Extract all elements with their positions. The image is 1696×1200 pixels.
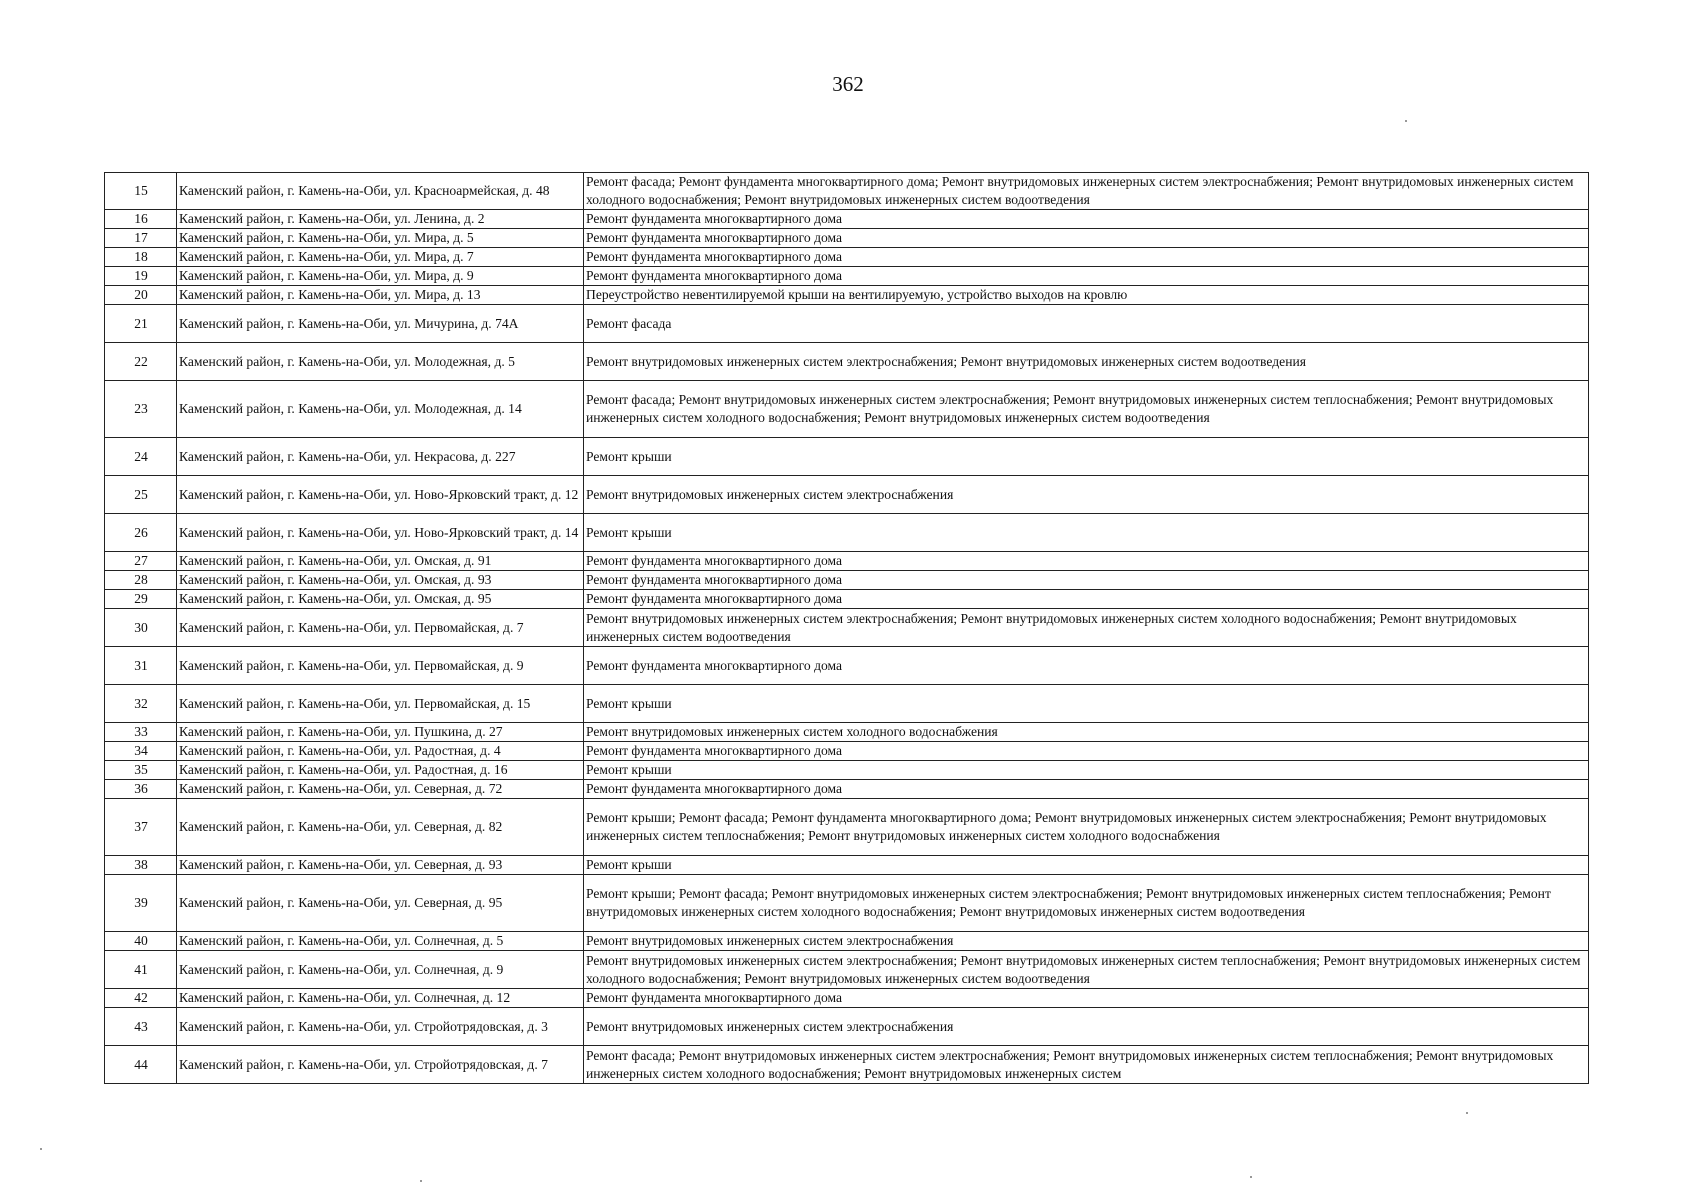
- table-row: [105, 1008, 1589, 1046]
- row-number-cell: 22: [105, 343, 177, 381]
- scan-speck: [40, 1148, 42, 1150]
- table-row: [105, 780, 1589, 799]
- repair-works-cell: Ремонт фасада; Ремонт внутридомовых инженерных систем электроснабжения; Ремонт внутридомовых инженерных систем теплоснабжения; Ремонт внутридомовых инженерных систем холодного водоснабжения; Ремонт внутридомовых инженерных систем водоотведения: [584, 381, 1589, 438]
- row-number-cell: 29: [105, 590, 177, 609]
- address-cell: Каменский район, г. Камень-на-Оби, ул. Некрасова, д. 227: [177, 438, 584, 476]
- address-cell: Каменский район, г. Камень-на-Оби, ул. Мира, д. 5: [177, 229, 584, 248]
- row-number-cell: 26: [105, 514, 177, 552]
- table-row: [105, 286, 1589, 305]
- repair-works-cell: Ремонт крыши; Ремонт фасада; Ремонт внутридомовых инженерных систем электроснабжения; Ремонт внутридомовых инженерных систем теплоснабжения; Ремонт внутридомовых инженерных систем холодного водоснабжения; Ремонт внутридомовых инженерных систем водоотведения: [584, 875, 1589, 932]
- repair-works-table: [104, 172, 1589, 1084]
- row-number-cell: 37: [105, 799, 177, 856]
- row-number-cell: 15: [105, 173, 177, 210]
- table-row: [105, 305, 1589, 343]
- row-number-cell: 18: [105, 248, 177, 267]
- row-number-cell: 42: [105, 989, 177, 1008]
- repair-works-cell: Ремонт внутридомовых инженерных систем электроснабжения: [584, 932, 1589, 951]
- address-cell: Каменский район, г. Камень-на-Оби, ул. Молодежная, д. 5: [177, 343, 584, 381]
- scan-speck: [1405, 120, 1407, 122]
- address-cell: Каменский район, г. Камень-на-Оби, ул. Омская, д. 91: [177, 552, 584, 571]
- address-cell: Каменский район, г. Камень-на-Оби, ул. Первомайская, д. 7: [177, 609, 584, 647]
- table-row: [105, 229, 1589, 248]
- table-body: [105, 173, 1589, 1084]
- row-number-cell: 38: [105, 856, 177, 875]
- address-cell: Каменский район, г. Камень-на-Оби, ул. Молодежная, д. 14: [177, 381, 584, 438]
- row-number-cell: 31: [105, 647, 177, 685]
- scan-speck: [1250, 1176, 1252, 1178]
- row-number-cell: 41: [105, 951, 177, 989]
- table-row: [105, 343, 1589, 381]
- address-cell: Каменский район, г. Камень-на-Оби, ул. Северная, д. 95: [177, 875, 584, 932]
- repair-works-cell: Ремонт крыши; Ремонт фасада; Ремонт фундамента многоквартирного дома; Ремонт внутридомовых инженерных систем электроснабжения; Ремонт внутридомовых инженерных систем теплоснабжения; Ремонт внутридомовых инженерных систем холодного водоснабжения: [584, 799, 1589, 856]
- table-row: [105, 1046, 1589, 1084]
- table-row: [105, 989, 1589, 1008]
- table-row: [105, 438, 1589, 476]
- address-cell: Каменский район, г. Камень-на-Оби, ул. Ново-Ярковский тракт, д. 14: [177, 514, 584, 552]
- address-cell: Каменский район, г. Камень-на-Оби, ул. Северная, д. 72: [177, 780, 584, 799]
- repair-works-cell: Ремонт внутридомовых инженерных систем электроснабжения; Ремонт внутридомовых инженерных систем холодного водоснабжения; Ремонт внутридомовых инженерных систем водоотведения: [584, 609, 1589, 647]
- table-row: [105, 381, 1589, 438]
- address-cell: Каменский район, г. Камень-на-Оби, ул. Северная, д. 93: [177, 856, 584, 875]
- address-cell: Каменский район, г. Камень-на-Оби, ул. Омская, д. 95: [177, 590, 584, 609]
- row-number-cell: 32: [105, 685, 177, 723]
- row-number-cell: 36: [105, 780, 177, 799]
- row-number-cell: 33: [105, 723, 177, 742]
- row-number-cell: 24: [105, 438, 177, 476]
- table-row: [105, 647, 1589, 685]
- row-number-cell: 28: [105, 571, 177, 590]
- table-row: [105, 742, 1589, 761]
- repair-works-cell: Ремонт фасада: [584, 305, 1589, 343]
- row-number-cell: 19: [105, 267, 177, 286]
- repair-works-cell: Ремонт фасада; Ремонт фундамента многоквартирного дома; Ремонт внутридомовых инженерных систем электроснабжения; Ремонт внутридомовых инженерных систем холодного водоснабжения; Ремонт внутридомовых инженерных систем водоотведения: [584, 173, 1589, 210]
- repair-works-cell: Ремонт фундамента многоквартирного дома: [584, 571, 1589, 590]
- repair-works-cell: Ремонт внутридомовых инженерных систем электроснабжения: [584, 1008, 1589, 1046]
- repair-works-cell: Ремонт фундамента многоквартирного дома: [584, 590, 1589, 609]
- address-cell: Каменский район, г. Камень-на-Оби, ул. Солнечная, д. 9: [177, 951, 584, 989]
- row-number-cell: 39: [105, 875, 177, 932]
- scan-speck: [1466, 1112, 1468, 1114]
- table-row: [105, 799, 1589, 856]
- row-number-cell: 40: [105, 932, 177, 951]
- row-number-cell: 27: [105, 552, 177, 571]
- table-row: [105, 248, 1589, 267]
- table-row: [105, 552, 1589, 571]
- table-row: [105, 173, 1589, 210]
- repair-works-cell: Переустройство невентилируемой крыши на вентилируемую, устройство выходов на кровлю: [584, 286, 1589, 305]
- repair-works-cell: Ремонт фундамента многоквартирного дома: [584, 552, 1589, 571]
- row-number-cell: 25: [105, 476, 177, 514]
- address-cell: Каменский район, г. Камень-на-Оби, ул. Ленина, д. 2: [177, 210, 584, 229]
- repair-works-cell: Ремонт фундамента многоквартирного дома: [584, 229, 1589, 248]
- row-number-cell: 34: [105, 742, 177, 761]
- table-row: [105, 951, 1589, 989]
- table-row: [105, 267, 1589, 286]
- table-row: [105, 210, 1589, 229]
- address-cell: Каменский район, г. Камень-на-Оби, ул. Стройотрядовская, д. 7: [177, 1046, 584, 1084]
- address-cell: Каменский район, г. Камень-на-Оби, ул. Солнечная, д. 12: [177, 989, 584, 1008]
- address-cell: Каменский район, г. Камень-на-Оби, ул. Пушкина, д. 27: [177, 723, 584, 742]
- table-row: [105, 856, 1589, 875]
- table-row: [105, 571, 1589, 590]
- scan-speck: [420, 1180, 422, 1182]
- repair-works-cell: Ремонт фундамента многоквартирного дома: [584, 210, 1589, 229]
- repair-works-cell: Ремонт фундамента многоквартирного дома: [584, 989, 1589, 1008]
- repair-works-cell: Ремонт фундамента многоквартирного дома: [584, 248, 1589, 267]
- address-cell: Каменский район, г. Камень-на-Оби, ул. Первомайская, д. 9: [177, 647, 584, 685]
- row-number-cell: 20: [105, 286, 177, 305]
- repair-works-cell: Ремонт фундамента многоквартирного дома: [584, 780, 1589, 799]
- table-row: [105, 590, 1589, 609]
- repair-works-cell: Ремонт крыши: [584, 685, 1589, 723]
- row-number-cell: 16: [105, 210, 177, 229]
- address-cell: Каменский район, г. Камень-на-Оби, ул. Стройотрядовская, д. 3: [177, 1008, 584, 1046]
- row-number-cell: 23: [105, 381, 177, 438]
- address-cell: Каменский район, г. Камень-на-Оби, ул. Мира, д. 13: [177, 286, 584, 305]
- row-number-cell: 43: [105, 1008, 177, 1046]
- row-number-cell: 17: [105, 229, 177, 248]
- repair-works-cell: Ремонт внутридомовых инженерных систем электроснабжения; Ремонт внутридомовых инженерных систем водоотведения: [584, 343, 1589, 381]
- row-number-cell: 44: [105, 1046, 177, 1084]
- row-number-cell: 30: [105, 609, 177, 647]
- address-cell: Каменский район, г. Камень-на-Оби, ул. Ново-Ярковский тракт, д. 12: [177, 476, 584, 514]
- address-cell: Каменский район, г. Камень-на-Оби, ул. Северная, д. 82: [177, 799, 584, 856]
- repair-works-cell: Ремонт внутридомовых инженерных систем электроснабжения: [584, 476, 1589, 514]
- repair-works-cell: Ремонт крыши: [584, 438, 1589, 476]
- table-row: [105, 685, 1589, 723]
- repair-works-cell: Ремонт фасада; Ремонт внутридомовых инженерных систем электроснабжения; Ремонт внутридомовых инженерных систем теплоснабжения; Ремонт внутридомовых инженерных систем холодного водоснабжения; Ремонт внутридомовых инженерных систем: [584, 1046, 1589, 1084]
- table-row: [105, 723, 1589, 742]
- repair-works-cell: Ремонт фундамента многоквартирного дома: [584, 742, 1589, 761]
- repair-works-cell: Ремонт фундамента многоквартирного дома: [584, 267, 1589, 286]
- address-cell: Каменский район, г. Камень-на-Оби, ул. Радостная, д. 4: [177, 742, 584, 761]
- row-number-cell: 35: [105, 761, 177, 780]
- address-cell: Каменский район, г. Камень-на-Оби, ул. Мичурина, д. 74А: [177, 305, 584, 343]
- address-cell: Каменский район, г. Камень-на-Оби, ул. Солнечная, д. 5: [177, 932, 584, 951]
- repair-works-cell: Ремонт внутридомовых инженерных систем электроснабжения; Ремонт внутридомовых инженерных систем теплоснабжения; Ремонт внутридомовых инженерных систем холодного водоснабжения; Ремонт внутридомовых инженерных систем водоотведения: [584, 951, 1589, 989]
- table-row: [105, 875, 1589, 932]
- address-cell: Каменский район, г. Камень-на-Оби, ул. Мира, д. 7: [177, 248, 584, 267]
- table-row: [105, 476, 1589, 514]
- table-row: [105, 932, 1589, 951]
- table-row: [105, 514, 1589, 552]
- table-row: [105, 609, 1589, 647]
- address-cell: Каменский район, г. Камень-на-Оби, ул. Омская, д. 93: [177, 571, 584, 590]
- page-number: 362: [832, 72, 864, 96]
- repair-works-cell: Ремонт крыши: [584, 856, 1589, 875]
- row-number-cell: 21: [105, 305, 177, 343]
- address-cell: Каменский район, г. Камень-на-Оби, ул. Первомайская, д. 15: [177, 685, 584, 723]
- address-cell: Каменский район, г. Камень-на-Оби, ул. Красноармейская, д. 48: [177, 173, 584, 210]
- table-row: [105, 761, 1589, 780]
- address-cell: Каменский район, г. Камень-на-Оби, ул. Радостная, д. 16: [177, 761, 584, 780]
- repair-works-cell: Ремонт крыши: [584, 761, 1589, 780]
- repair-works-table-container: [104, 172, 1588, 1084]
- repair-works-cell: Ремонт внутридомовых инженерных систем холодного водоснабжения: [584, 723, 1589, 742]
- repair-works-cell: Ремонт крыши: [584, 514, 1589, 552]
- address-cell: Каменский район, г. Камень-на-Оби, ул. Мира, д. 9: [177, 267, 584, 286]
- repair-works-cell: Ремонт фундамента многоквартирного дома: [584, 647, 1589, 685]
